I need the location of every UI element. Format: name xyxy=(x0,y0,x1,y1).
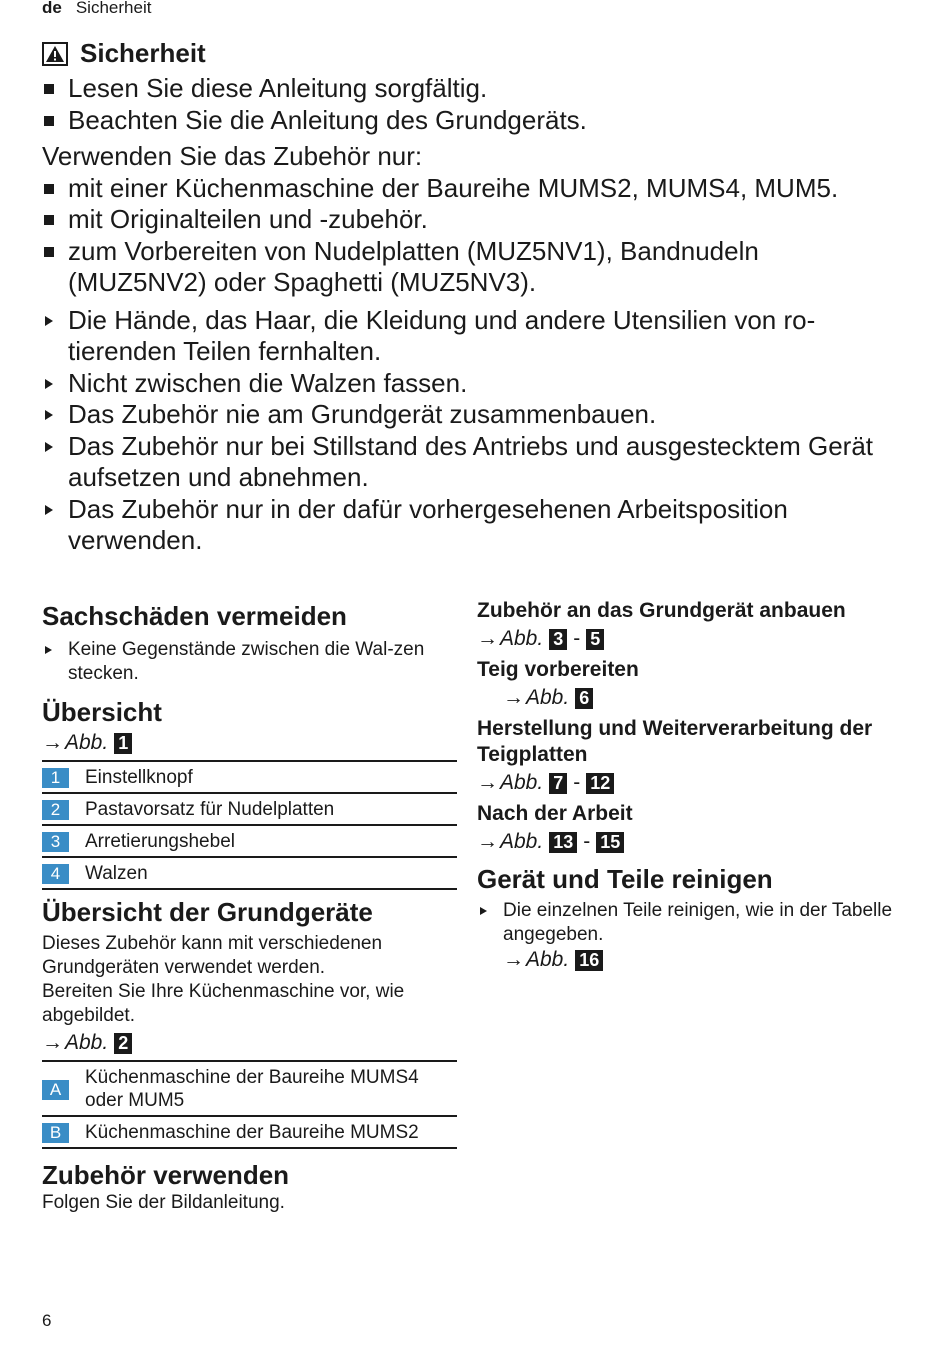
item-number: 3 xyxy=(42,832,69,852)
production-title: Herstellung und Weiterverarbeitung der Teigplatten xyxy=(477,717,873,766)
figure-number: 7 xyxy=(549,773,567,794)
table-row xyxy=(42,793,457,825)
figure-number: 16 xyxy=(575,950,603,971)
after-work-title: Nach der Arbeit xyxy=(477,802,633,825)
running-header xyxy=(42,0,151,18)
list-item: Lesen Sie diese Anleitung sorgfältig. xyxy=(42,73,902,105)
arrow-icon: → xyxy=(477,830,498,853)
attach-title: Zubehör an das Grundgerät anbauen xyxy=(477,599,846,622)
item-text: Walzen xyxy=(85,863,148,884)
list-item: Nicht zwischen die Walzen fassen. xyxy=(42,368,902,400)
list-item: Das Zubehör nur bei Stillstand des Antriebs und ausgestecktem Gerät aufsetzen und abnehmen. xyxy=(42,431,902,494)
item-number: 1 xyxy=(42,768,69,788)
arrow-icon: → xyxy=(503,948,524,971)
item-letter: B xyxy=(42,1123,69,1143)
item-text: Einstellknopf xyxy=(85,767,193,788)
list-item: Keine Gegenstände zwischen die Wal-zen stecken. xyxy=(42,638,457,686)
use-text: Folgen Sie der Bildanleitung. xyxy=(42,1192,285,1213)
list-item: Das Zubehör nur in der dafür vorhergesehenen Arbeitsposition verwenden. xyxy=(42,494,902,557)
figure-number: 13 xyxy=(549,832,577,853)
arrow-icon: → xyxy=(42,731,63,754)
table-row xyxy=(42,857,457,889)
figure-reference: → Abb. 6 xyxy=(477,683,897,713)
figure-reference: → Abb. 7 - 12 xyxy=(477,768,897,798)
right-column xyxy=(477,598,897,973)
table-row xyxy=(42,825,457,857)
item-number: 4 xyxy=(42,864,69,884)
safety-title: Sicherheit xyxy=(42,38,902,69)
figure-number: 1 xyxy=(114,733,132,754)
item-letter: A xyxy=(42,1080,69,1100)
base-devices-title: Übersicht der Grundgeräte xyxy=(42,897,373,927)
figure-reference: → Abb. 2 xyxy=(42,1028,457,1058)
item-text: Küchenmaschine der Baureihe MUMS2 xyxy=(85,1122,419,1143)
table-row xyxy=(42,761,457,793)
figure-number: 5 xyxy=(586,629,604,650)
page-number: 6 xyxy=(42,1311,52,1330)
item-text: Küchenmaschine der Baureihe MUMS4 oder MUM5 xyxy=(85,1067,419,1111)
figure-reference: → Abb. 1 xyxy=(42,728,457,758)
overview-title: Übersicht xyxy=(42,697,162,727)
item-text: Pastavorsatz für Nudelplatten xyxy=(85,799,335,820)
dough-title: Teig vorbereiten xyxy=(477,658,639,681)
figure-reference: → Abb. 16 xyxy=(503,947,897,973)
overview-legend xyxy=(42,760,457,890)
header-section: Sicherheit xyxy=(75,0,152,17)
figure-number: 2 xyxy=(114,1033,132,1054)
usage-conditions-list xyxy=(42,173,902,299)
list-item: Die Hände, das Haar, die Kleidung und andere Utensilien von ro-tierenden Teilen fernhalten. xyxy=(42,305,902,368)
table-row xyxy=(42,1116,457,1148)
list-item: zum Vorbereiten von Nudelplatten (MUZ5NV1), Bandnudeln (MUZ5NV2) oder Spaghetti (MUZ5NV3). xyxy=(42,236,902,299)
figure-number: 6 xyxy=(575,688,593,709)
language-code: de xyxy=(42,0,62,17)
use-title: Zubehör verwenden xyxy=(42,1160,290,1190)
damage-title: Sachschäden vermeiden xyxy=(42,601,347,631)
warning-icon xyxy=(42,42,68,66)
base-devices-text: Dieses Zubehör kann mit verschiedenen Grundgeräten verwendet werden. xyxy=(42,933,383,978)
safety-instructions-list xyxy=(42,305,902,557)
read-instructions-list xyxy=(42,73,902,136)
safety-section xyxy=(42,38,902,557)
item-text: Arretierungshebel xyxy=(85,831,235,852)
base-devices-legend xyxy=(42,1060,457,1149)
damage-list xyxy=(42,638,457,686)
figure-number: 12 xyxy=(586,773,614,794)
arrow-icon: → xyxy=(42,1031,63,1054)
list-item: Die einzelnen Teile reinigen, wie in der Tabelle angegeben. → Abb. 16 xyxy=(477,899,897,973)
list-item: Beachten Sie die Anleitung des Grundgeräts. xyxy=(42,105,902,137)
list-item: Das Zubehör nie am Grundgerät zusammenbauen. xyxy=(42,399,902,431)
base-devices-prep: Bereiten Sie Ihre Küchenmaschine vor, wie abgebildet. xyxy=(42,981,405,1026)
figure-reference: → Abb. 13 - 15 xyxy=(477,827,897,857)
usage-intro: Verwenden Sie das Zubehör nur: xyxy=(42,141,423,171)
arrow-icon: → xyxy=(477,627,498,650)
cleaning-title: Gerät und Teile reinigen xyxy=(477,864,773,894)
arrow-icon: → xyxy=(477,771,498,794)
cleaning-list xyxy=(477,899,897,973)
list-item: mit Originalteilen und -zubehör. xyxy=(42,204,902,236)
item-number: 2 xyxy=(42,800,69,820)
figure-number: 15 xyxy=(596,832,624,853)
table-row xyxy=(42,1061,457,1116)
left-column xyxy=(42,600,457,1215)
list-item: mit einer Küchenmaschine der Baureihe MUMS2, MUMS4, MUM5. xyxy=(42,173,902,205)
arrow-icon: → xyxy=(503,686,524,709)
figure-number: 3 xyxy=(549,629,567,650)
figure-reference: → Abb. 3 - 5 xyxy=(477,624,897,654)
